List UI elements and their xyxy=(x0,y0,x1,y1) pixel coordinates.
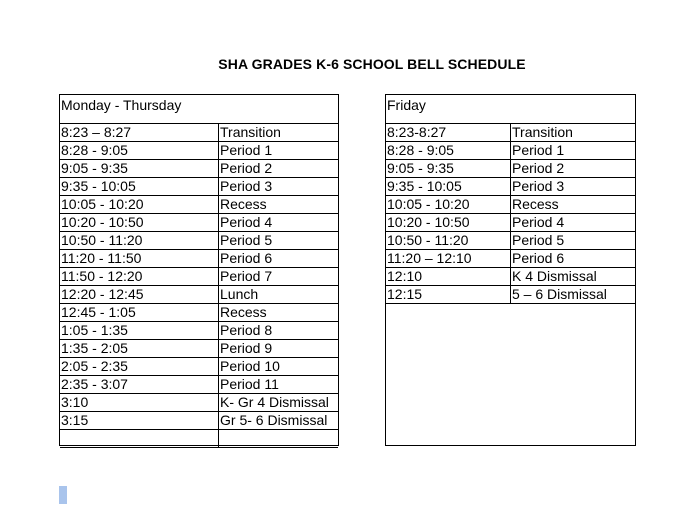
event-cell: Period 3 xyxy=(512,178,565,194)
time-cell: 12:45 - 1:05 xyxy=(60,304,219,321)
schedule-row xyxy=(386,286,635,304)
schedule-row xyxy=(60,322,338,340)
schedule-row xyxy=(60,394,338,412)
time-cell: 10:50 - 11:20 xyxy=(60,232,219,249)
schedule-row xyxy=(60,196,338,214)
schedule-row xyxy=(60,214,338,232)
time-cell: 8:23-8:27 xyxy=(386,124,511,141)
time-cell: 10:20 - 10:50 xyxy=(60,214,219,231)
time-cell: 3:15 xyxy=(60,412,219,429)
friday-schedule xyxy=(385,94,636,446)
monday-thursday-schedule xyxy=(59,94,339,446)
time-cell: 9:05 - 9:35 xyxy=(60,160,219,177)
time-cell: 8:28 - 9:05 xyxy=(60,142,219,159)
schedule-row xyxy=(386,214,635,232)
event-cell: Period 3 xyxy=(220,178,273,194)
time-cell: 8:28 - 9:05 xyxy=(386,142,511,159)
schedule-row xyxy=(60,142,338,160)
schedule-row xyxy=(60,430,338,448)
time-cell: 3:10 xyxy=(60,394,219,411)
page-title: SHA GRADES K-6 SCHOOL BELL SCHEDULE xyxy=(218,56,526,72)
event-cell: Period 2 xyxy=(512,160,565,176)
event-cell: Period 6 xyxy=(220,250,273,266)
event-cell: Lunch xyxy=(220,286,259,302)
time-cell: 1:35 - 2:05 xyxy=(60,340,219,357)
event-cell: Period 6 xyxy=(512,250,565,266)
event-cell: Recess xyxy=(220,304,267,320)
event-cell: Period 8 xyxy=(220,322,273,338)
event-cell: K 4 Dismissal xyxy=(512,268,597,284)
friday-heading: Friday xyxy=(386,95,635,124)
schedule-row xyxy=(60,358,338,376)
schedule-row xyxy=(60,286,338,304)
event-cell: Period 4 xyxy=(220,214,273,230)
event-cell: Recess xyxy=(512,196,559,212)
cursor-marker xyxy=(59,486,67,504)
schedule-row xyxy=(386,124,635,142)
time-cell: 9:35 - 10:05 xyxy=(386,178,511,195)
time-cell: 11:20 - 11:50 xyxy=(60,250,219,267)
schedule-row xyxy=(386,178,635,196)
event-cell: Period 1 xyxy=(512,142,565,158)
schedule-row xyxy=(386,268,635,286)
event-cell: Period 5 xyxy=(220,232,273,248)
schedule-row xyxy=(60,376,338,394)
time-cell: 10:05 - 10:20 xyxy=(60,196,219,213)
time-cell: 12:10 xyxy=(386,268,511,285)
event-cell: Period 5 xyxy=(512,232,565,248)
time-cell: 2:05 - 2:35 xyxy=(60,358,219,375)
schedule-row xyxy=(386,196,635,214)
schedule-row xyxy=(386,232,635,250)
schedule-row xyxy=(60,412,338,430)
schedule-row xyxy=(60,124,338,142)
schedule-row xyxy=(386,142,635,160)
event-cell: Period 9 xyxy=(220,340,273,356)
schedule-row xyxy=(60,268,338,286)
time-cell: 8:23 – 8:27 xyxy=(60,124,219,141)
schedule-row xyxy=(60,160,338,178)
schedule-row xyxy=(386,250,635,268)
schedule-row xyxy=(60,178,338,196)
event-cell: Period 11 xyxy=(220,376,279,392)
time-cell: 12:15 xyxy=(386,286,511,303)
event-cell: Transition xyxy=(220,124,281,140)
schedule-row xyxy=(60,232,338,250)
event-cell: Gr 5- 6 Dismissal xyxy=(220,412,328,428)
time-cell: 11:50 - 12:20 xyxy=(60,268,219,285)
event-cell: 5 – 6 Dismissal xyxy=(512,286,607,302)
event-cell: Period 7 xyxy=(220,268,273,284)
event-cell: Period 1 xyxy=(220,142,273,158)
event-cell xyxy=(219,430,338,447)
event-cell: Period 2 xyxy=(220,160,273,176)
time-cell: 1:05 - 1:35 xyxy=(60,322,219,339)
time-cell: 10:05 - 10:20 xyxy=(386,196,511,213)
event-cell: Period 10 xyxy=(220,358,280,374)
schedule-row xyxy=(60,340,338,358)
time-cell: 12:20 - 12:45 xyxy=(60,286,219,303)
event-cell: K- Gr 4 Dismissal xyxy=(220,394,329,410)
time-cell: 9:05 - 9:35 xyxy=(386,160,511,177)
event-cell: Transition xyxy=(512,124,573,140)
schedule-row xyxy=(60,250,338,268)
time-cell: 11:20 – 12:10 xyxy=(386,250,511,267)
event-cell: Recess xyxy=(220,196,267,212)
time-cell: 10:20 - 10:50 xyxy=(386,214,511,231)
monday-thursday-heading: Monday - Thursday xyxy=(60,95,338,124)
schedule-row xyxy=(386,160,635,178)
time-cell xyxy=(60,430,219,447)
schedule-row xyxy=(60,304,338,322)
time-cell: 9:35 - 10:05 xyxy=(60,178,219,195)
event-cell: Period 4 xyxy=(512,214,565,230)
time-cell: 2:35 - 3:07 xyxy=(60,376,219,393)
time-cell: 10:50 - 11:20 xyxy=(386,232,511,249)
